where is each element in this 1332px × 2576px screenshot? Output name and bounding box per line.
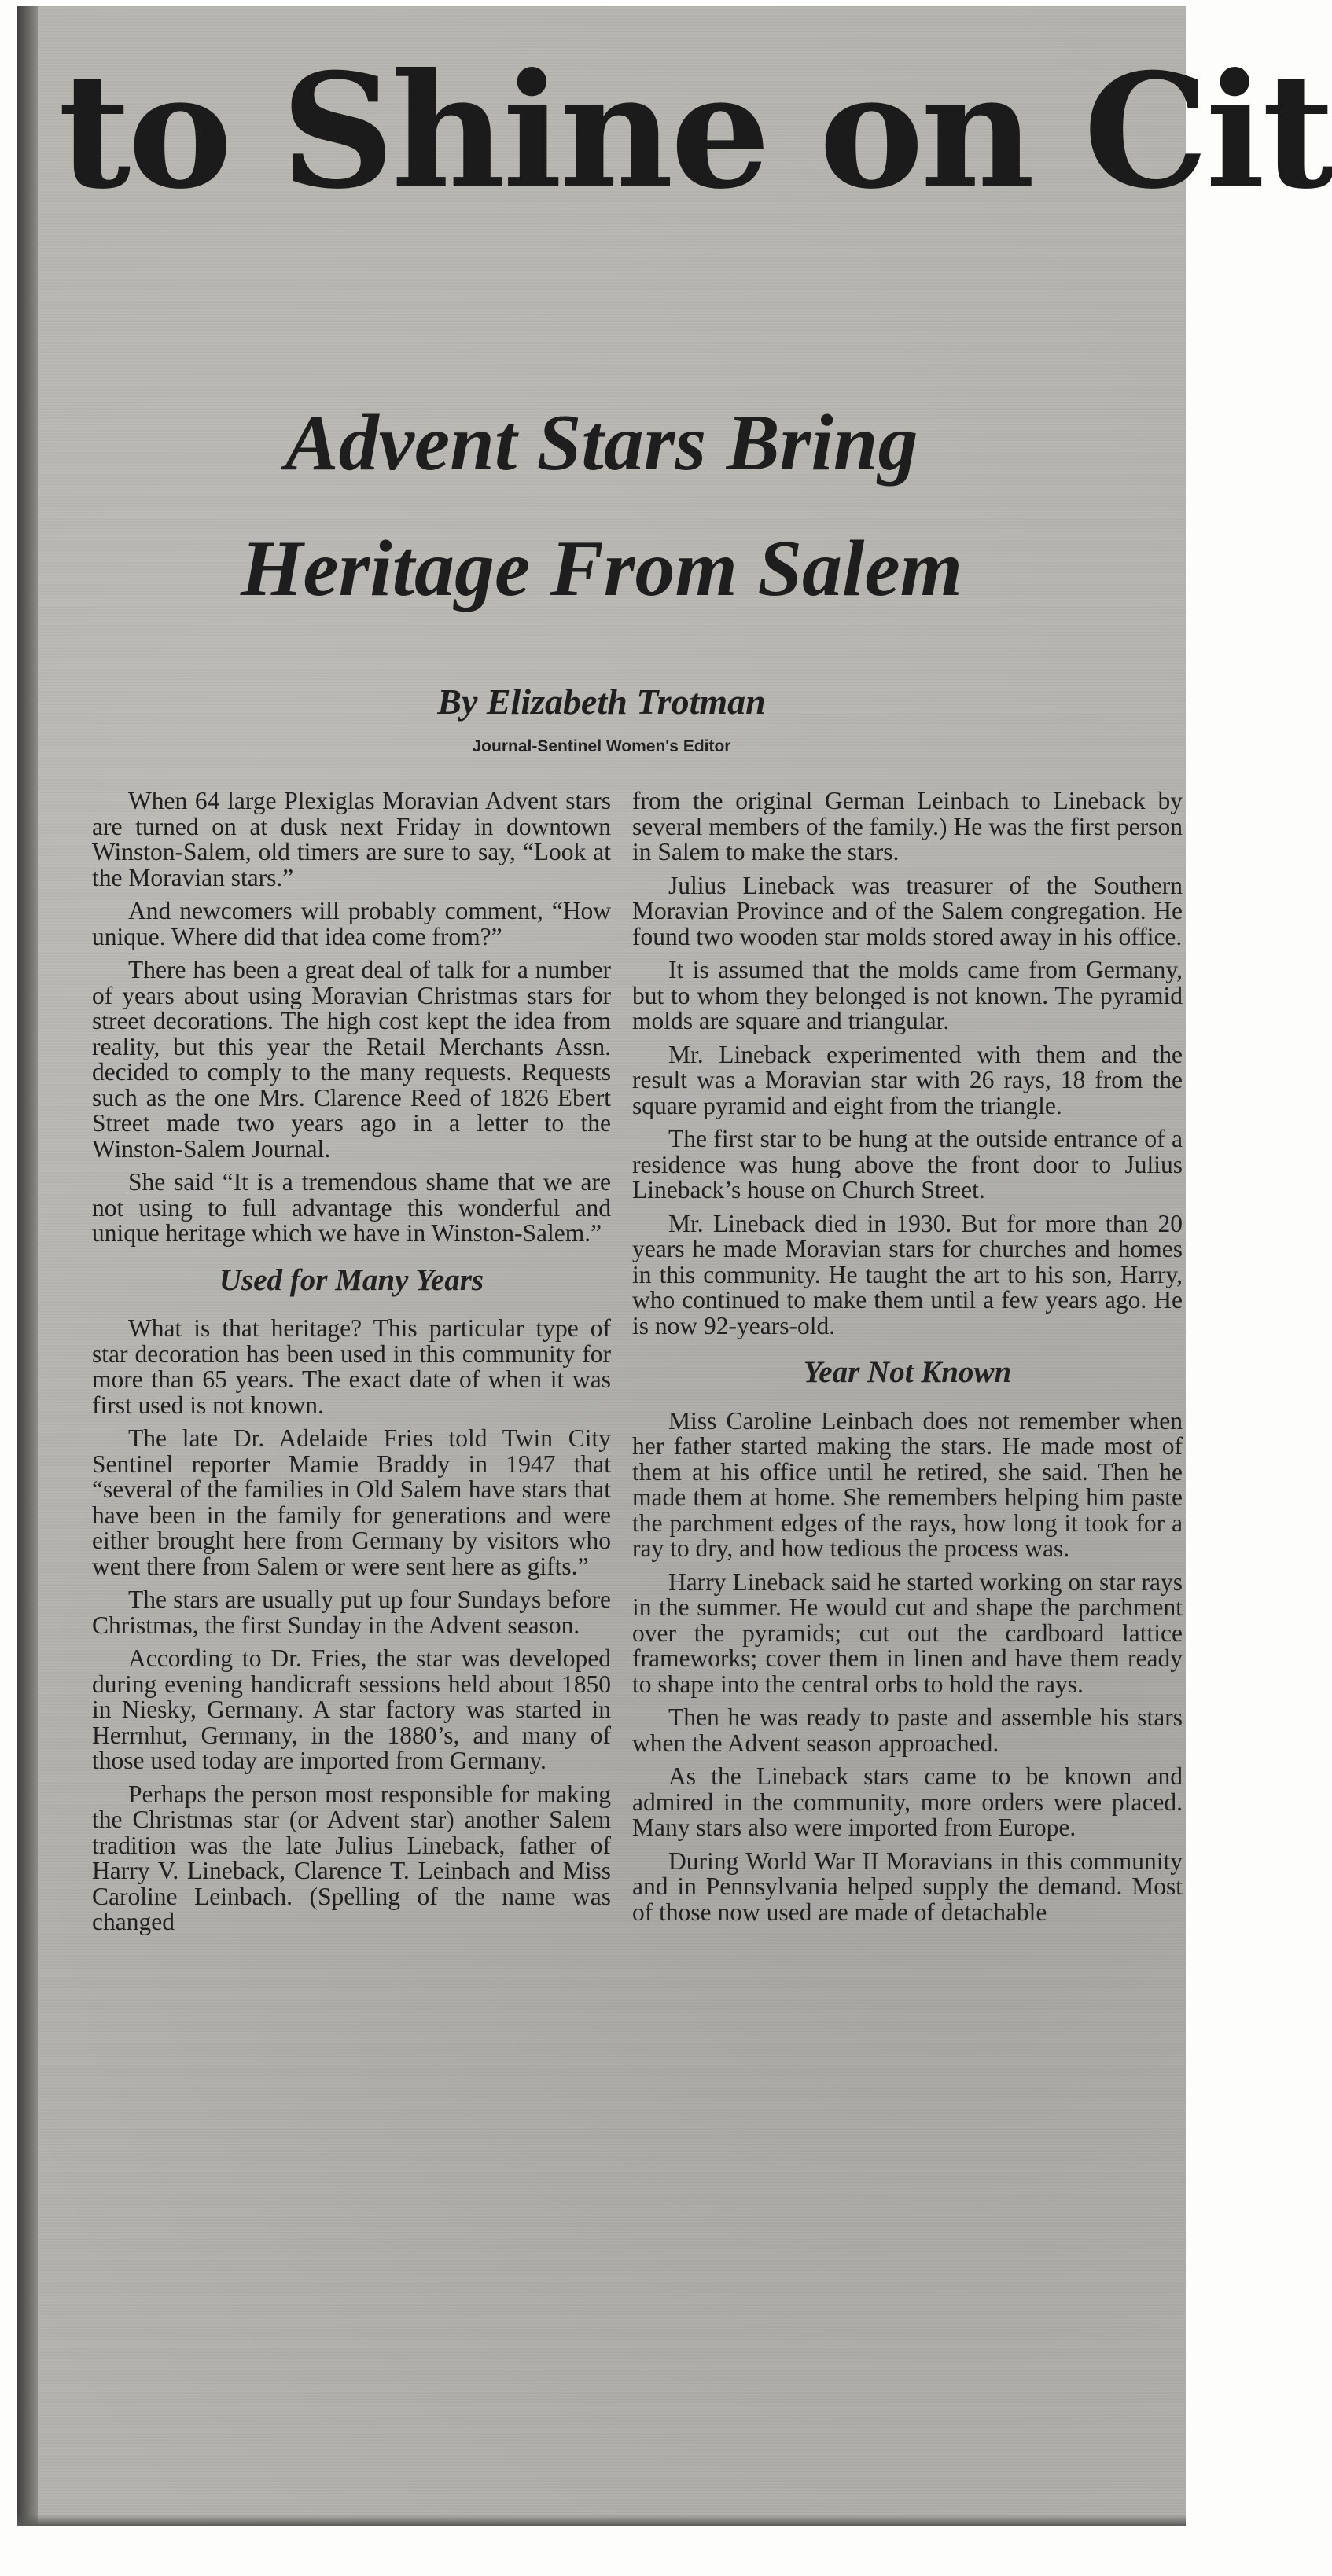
scan-edge-shadow (17, 6, 38, 2526)
paragraph: Julius Lineback was treasurer of the Southern Moravian Province and of the Salem congregation. He found two wooden star molds stored away in his office. (632, 871, 1183, 950)
article-column-right (632, 788, 1183, 2518)
paragraph: When 64 large Plexiglas Moravian Advent stars are turned on at dusk next Friday in downtown Winston-Salem, old timers are sure to say, “Look at the Moravian stars.” (92, 787, 611, 891)
paragraph: What is that heritage? This particular type of star decoration has been used in this community for more than 65 years. The exact date of when it was first used is not known. (92, 1314, 611, 1419)
paragraph: Then he was ready to paste and assemble his stars when the Advent season approached. (632, 1703, 1183, 1757)
paragraph: from the original German Leinbach to Lineback by several members of the family.) He was the first person in Salem to make the stars. (632, 787, 1183, 865)
subheading: Used for Many Years (219, 1262, 484, 1297)
paragraph: It is assumed that the molds came from Germany, but to whom they belonged is not known. The pyramid molds are square and triangular. (632, 956, 1183, 1034)
banner-headline: to Shine on Cit (58, 39, 1332, 224)
headline-line-1: Advent Stars Bring (285, 399, 918, 487)
paragraph: Miss Caroline Leinbach does not remember when her father started making the stars. He made most of them at his office until he retired, she said. Then he made them at home. She remembers helping him paste the parchment edges of the rays, how long it took for a ray to dry, and how tedious the process was. (632, 1406, 1183, 1563)
paragraph: She said “It is a tremendous shame that we are not using to full advantage this wonderful and unique heritage which we have in Winston-Salem.” (92, 1168, 611, 1247)
paragraph: Harry Lineback said he started working on star rays in the summer. He would cut and shape the parchment over the pyramids; cut out the cardboard lattice frameworks; cover them in linen and have them ready to shape into the central orbs to hold the rays. (632, 1567, 1183, 1698)
paragraph: As the Lineback stars came to be known and admired in the community, more orders were placed. Many stars also were imported from Europe. (632, 1762, 1183, 1842)
paragraph: And newcomers will probably comment, “How unique. Where did that idea come from?” (92, 897, 611, 950)
subheading: Year Not Known (803, 1355, 1012, 1389)
paragraph: The first star to be hung at the outside entrance of a residence was hung above the front door to Julius Lineback’s house on Church Street. (632, 1125, 1183, 1203)
headline-line-2: Heritage From Salem (241, 524, 962, 613)
paragraph: Perhaps the person most responsible for making the Christmas star (or Advent star) another Salem tradition was the late Julius Lineback, father of Harry V. Lineback, Clarence T. Leinbach and Miss Caroline Leinbach. (Spelling of the name was changed (92, 1780, 611, 1936)
paragraph: Mr. Lineback experimented with them and the result was a Moravian star with 26 rays, 18 from the square pyramid and eight from the triangle. (632, 1040, 1183, 1119)
scan-edge-shadow (17, 2515, 1186, 2526)
paragraph: During World War II Moravians in this community and in Pennsylvania helped supply the demand. Most of those now used are made of detachable (632, 1847, 1183, 1926)
paragraph: Mr. Lineback died in 1930. But for more than 20 years he made Moravian stars for churches and homes in this community. He taught the art to his son, Harry, who continued to make them until a few years ago. He is now 92-years-old. (632, 1209, 1183, 1339)
newspaper-clipping (17, 6, 1332, 2526)
article-column-left (92, 788, 611, 2518)
paragraph: According to Dr. Fries, the star was developed during evening handicraft sessions held about 1850 in Niesky, Germany. A star factory was started in Herrnhut, Germany, in the 1880’s, and many of those used today are imported from Germany. (92, 1644, 611, 1775)
byline-credit: Journal-Sentinel Women's Editor (472, 737, 731, 755)
paragraph: The late Dr. Adelaide Fries told Twin City Sentinel reporter Mamie Braddy in 1947 that “several of the families in Old Salem have stars that have been in the family for generations and were either brought here from Germany by visitors who went there from Salem or were sent here as gifts.” (92, 1424, 611, 1580)
byline: By Elizabeth Trotman (437, 682, 766, 722)
paragraph: The stars are usually put up four Sundays before Christmas, the first Sunday in the Advent season. (92, 1586, 611, 1639)
paragraph: There has been a great deal of talk for a number of years about using Moravian Christmas stars for street decorations. The high cost kept the idea from reality, but this year the Retail Merchants Assn. decided to comply to the many requests. Requests such as the one Mrs. Clarence Reed of 1826 Ebert Street made two years ago in a letter to the Winston-Salem Journal. (92, 956, 611, 1163)
